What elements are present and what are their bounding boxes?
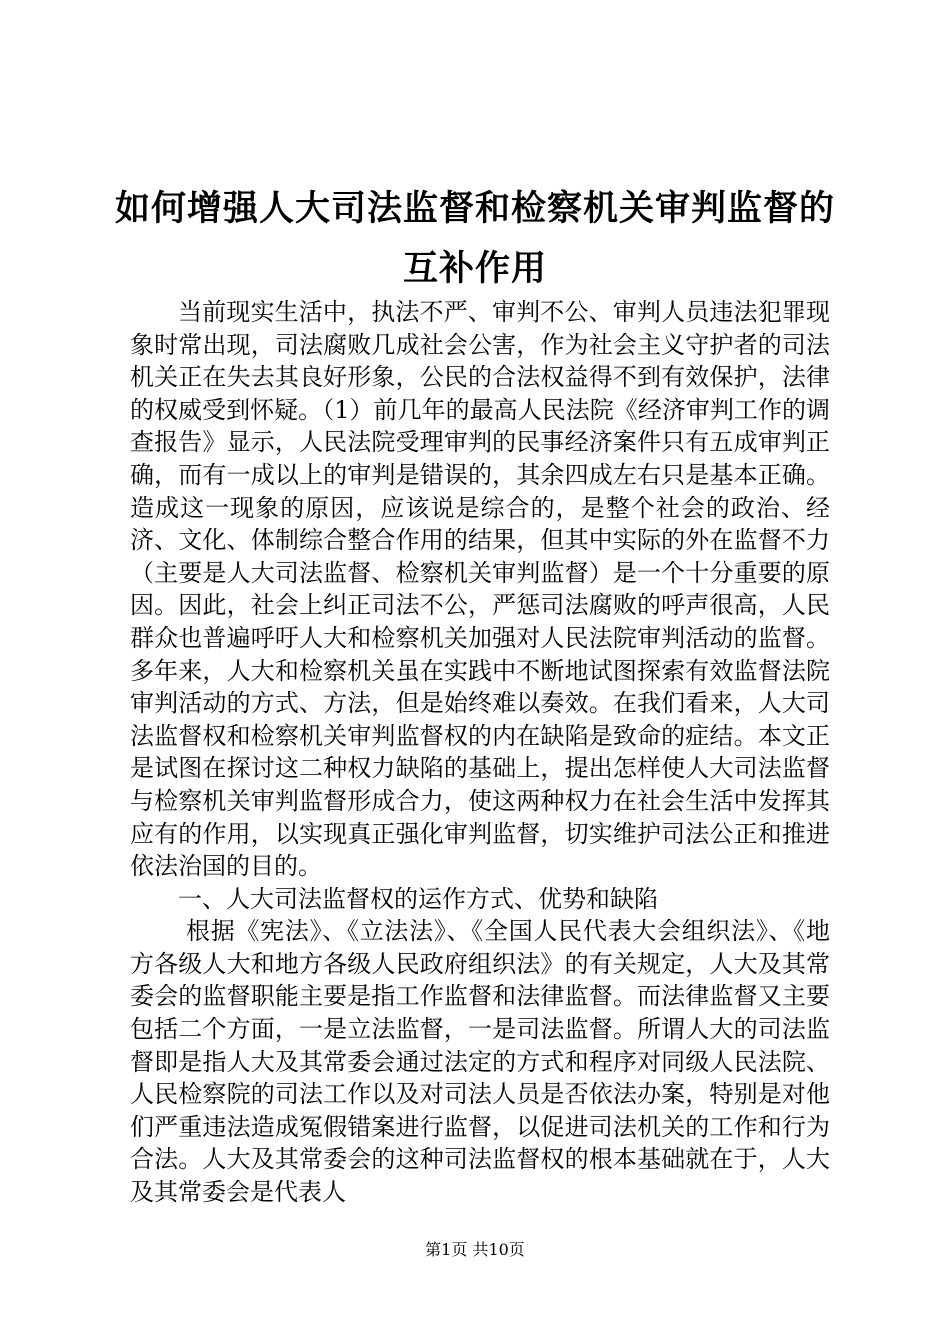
document-title-line-1: 如何增强人大司法监督和检察机关审判监督的 bbox=[114, 189, 835, 229]
page-footer: 第1页 共10页 bbox=[425, 1240, 525, 1259]
document-body bbox=[130, 296, 830, 1209]
paragraph-section-1: 根据《宪法》、《立法法》、《全国人民代表大会组织法》、《地方各级人大和地方各级人民政府组织法》的有关规定，人大及其常委会的监督职能主要是指工作监督和法律监督。而法律监督又主要包括二个方面，一是立法监督，一是司法监督。所谓人大的司法监督即是指人大及其常委会通过法定的方式和程序对同级人民法院、人民检察院的司法工作以及对司法人员是否依法办案，特别是对他们严重违法造成冤假错案进行监督，以促进司法机关的工作和行为合法。人大及其常委会的这种司法监督权的根本基础就在于，人大及其常委会是代表人 bbox=[130, 917, 830, 1207]
section-heading-1: 一、人大司法监督权的运作方式、优势和缺陷 bbox=[178, 884, 658, 913]
paragraph-intro: 当前现实生活中，执法不严、审判不公、审判人员违法犯罪现象时常出现，司法腐败几成社会公害，作为社会主义守护者的司法机关正在失去其良好形象，公民的合法权益得不到有效保护，法律的权威受到怀疑。（1）前几年的最高人民法院《经济审判工作的调查报告》显示，人民法院受理审判的民事经济案件只有五成审判正确，而有一成以上的审判是错误的，其余四成左右只是基本正确。造成这一现象的原因，应该说是综合的，是整个社会的政治、经济、文化、体制综合整合作用的结果，但其中实际的外在监督不力（主要是人大司法监督、检察机关审判监督）是一个十分重要的原因。因此，社会上纠正司法不公，严惩司法腐败的呼声很高，人民群众也普遍呼吁人大和检察机关加强对人民法院审判活动的监督。多年来，人大和检察机关虽在实践中不断地试图探索有效监督法院审判活动的方式、方法，但是始终难以奏效。在我们看来，人大司法监督权和检察机关审判监督权的内在缺陷是致命的症结。本文正是试图在探讨这二种权力缺陷的基础上，提出怎样使人大司法监督与检察机关审判监督形成合力，使这两种权力在社会生活中发挥其应有的作用，以实现真正强化审判监督，切实维护司法公正和推进依法治国的目的。 bbox=[130, 298, 830, 881]
document-title-line-2: 互补作用 bbox=[402, 249, 547, 289]
